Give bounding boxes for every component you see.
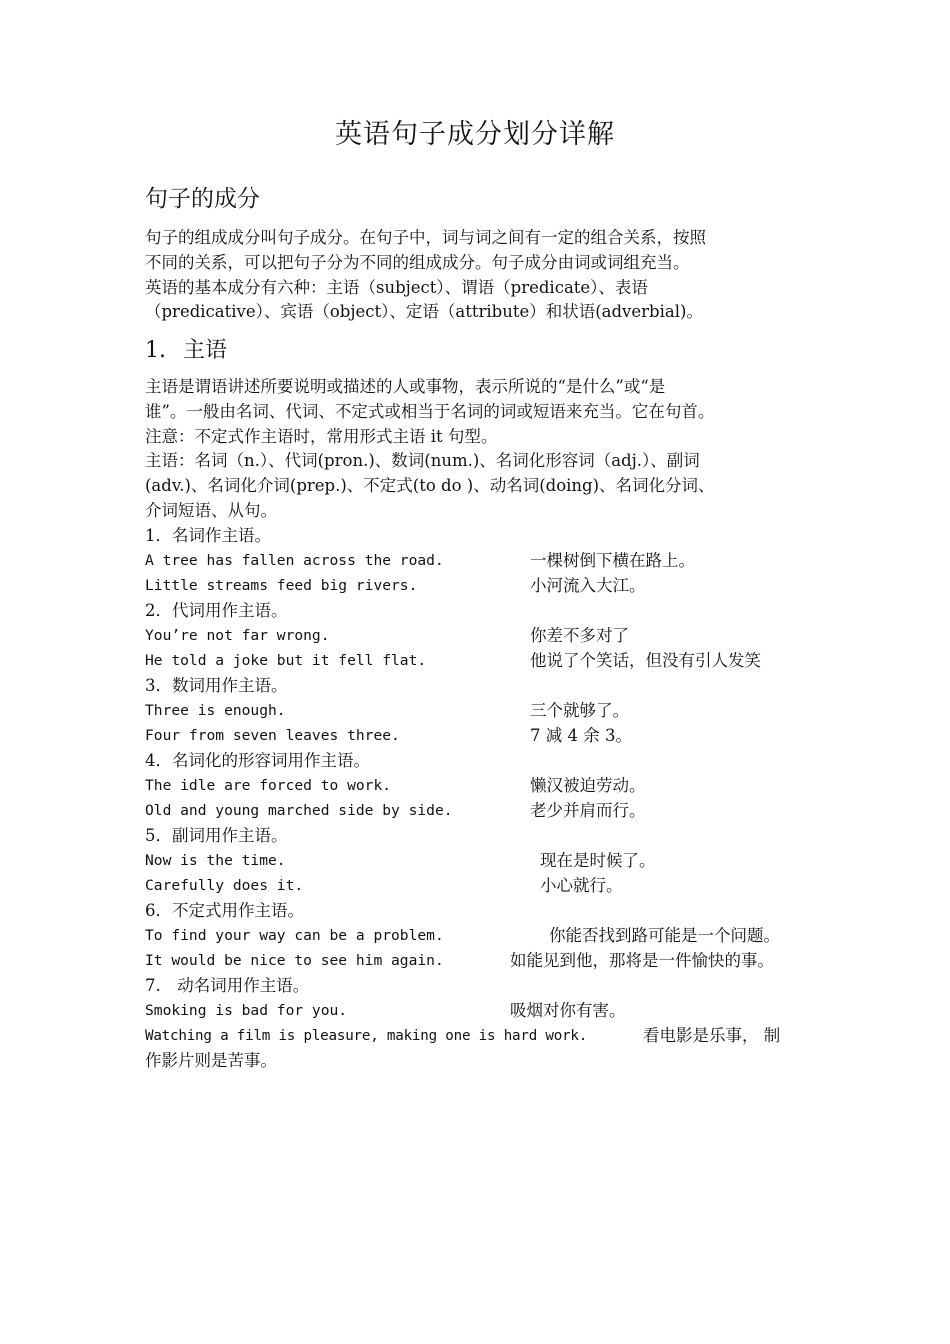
example-row (145, 574, 815, 599)
example-chinese: 懒汉被迫劳动。 (530, 776, 646, 795)
group-heading: 3．数词用作主语。 (145, 676, 288, 695)
example-row (145, 1024, 815, 1049)
subject-description (145, 375, 815, 524)
example-english: Little streams feed big rivers. (145, 577, 418, 594)
example-chinese: 你能否找到路可能是一个问题。 (549, 926, 780, 945)
example-english: Smoking is bad for you. (145, 1002, 348, 1019)
example-english: He told a joke but it fell flat. (145, 652, 427, 669)
intro-line: （predicative）、宾语（object）、定语（attribute）和状语(adverbial)。 (145, 302, 703, 322)
example-chinese: 小心就行。 (540, 876, 623, 895)
example-english: Old and young marched side by side. (145, 802, 453, 819)
intro-paragraph (145, 226, 815, 325)
document-title: 英语句子成分划分详解 (335, 119, 615, 150)
example-row (145, 999, 815, 1024)
intro-line: 英语的基本成分有六种：主语（subject）、谓语（predicate）、表语 (145, 277, 648, 297)
group-heading: 5．副词用作主语。 (145, 826, 288, 845)
example-row (145, 874, 815, 899)
example-row (145, 624, 815, 649)
example-english: A tree has fallen across the road. (145, 552, 444, 569)
example-english: Now is the time. (145, 852, 286, 869)
example-chinese: 小河流入大江。 (530, 576, 646, 595)
subsection-number: 1. (145, 338, 166, 363)
example-english: Three is enough. (145, 702, 286, 719)
example-chinese: 他说了个笑话，但没有引人发笑 (530, 651, 761, 670)
example-chinese: 一棵树倒下横在路上。 (530, 551, 695, 570)
example-chinese: 老少并肩而行。 (530, 801, 646, 820)
intro-line: 句子的组成成分叫句子成分。在句子中，词与词之间有一定的组合关系，按照 (145, 228, 706, 247)
example-english: You’re not far wrong. (145, 627, 330, 644)
desc-line: (adv.)、名词化介词(prep.)、不定式(to do )、动名词(doing)、名词化分词、 (145, 476, 715, 496)
example-row (145, 724, 815, 749)
example-chinese: 吸烟对你有害。 (510, 1001, 626, 1020)
example-row (145, 924, 815, 949)
example-chinese: 三个就够了。 (530, 701, 629, 720)
group-heading: 1．名词作主语。 (145, 526, 271, 545)
example-english: Four from seven leaves three. (145, 727, 400, 744)
example-row (145, 699, 815, 724)
desc-line: 谁”。一般由名词、代词、不定式或相当于名词的词或短语来充当。它在句首。 (145, 401, 715, 421)
desc-line: 主语：名词（n.）、代词(pron.)、数词(num.)、名词化形容词（adj.）、副词 (145, 451, 700, 471)
subsection-heading (145, 333, 227, 364)
group-heading: 6．不定式用作主语。 (145, 901, 304, 920)
group-heading: 2．代词用作主语。 (145, 601, 288, 620)
subsection-label: 主语 (183, 338, 228, 363)
example-row (145, 799, 815, 824)
example-english: To find your way can be a problem. (145, 927, 444, 944)
example-chinese: 7 减 4 余 3。 (530, 726, 632, 745)
example-row (145, 849, 815, 874)
example-chinese: 看电影是乐事， 制 (643, 1026, 781, 1045)
example-english: Carefully does it. (145, 877, 304, 894)
example-row (145, 649, 815, 674)
example-english: It would be nice to see him again. (145, 952, 444, 969)
group-heading: 4．名词化的形容词用作主语。 (145, 751, 370, 770)
desc-line: 介词短语、从句。 (145, 500, 277, 520)
example-english: Watching a film is pleasure, making one is hard work. (145, 1028, 588, 1044)
desc-line: 注意：不定式作主语时，常用形式主语 it 句型。 (145, 426, 498, 446)
section-heading: 句子的成分 (145, 186, 260, 212)
group-heading: 7. 动名词用作主语。 (145, 976, 310, 995)
example-row (145, 549, 815, 574)
example-continuation: 作影片则是苦事。 (145, 1051, 277, 1070)
example-chinese: 如能见到他，那将是一件愉快的事。 (510, 951, 774, 970)
desc-line: 主语是谓语讲述所要说明或描述的人或事物，表示所说的“是什么”或“是 (145, 377, 666, 396)
example-row (145, 774, 815, 799)
intro-line: 不同的关系，可以把句子分为不同的组成成分。句子成分由词或词组充当。 (145, 252, 690, 272)
example-english: The idle are forced to work. (145, 777, 392, 794)
example-chinese: 你差不多对了 (530, 626, 629, 645)
example-row (145, 949, 815, 974)
example-chinese: 现在是时候了。 (540, 851, 656, 870)
